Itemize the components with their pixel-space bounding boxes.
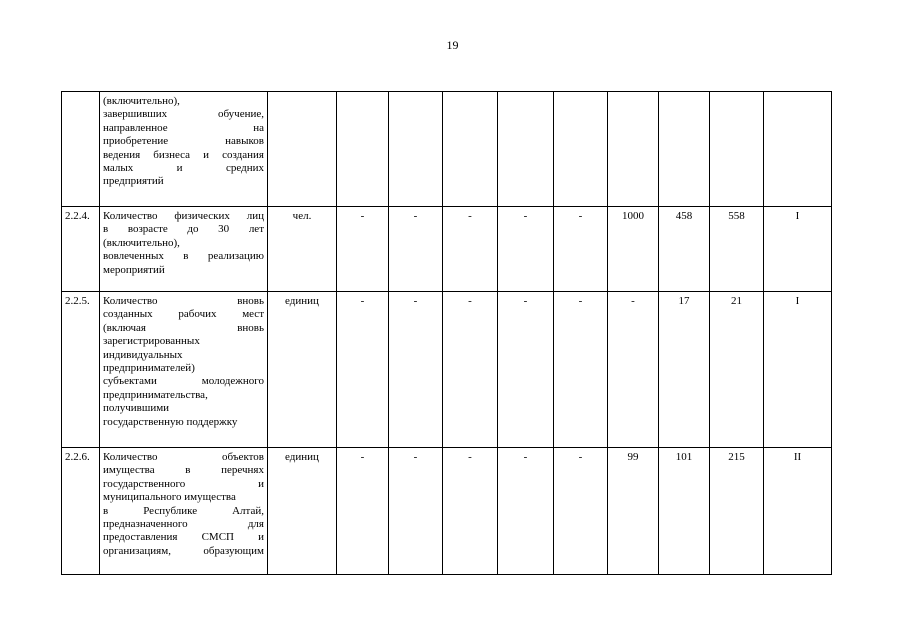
- value-cell: 215: [710, 448, 764, 575]
- description-line: индивидуальных: [103, 348, 183, 361]
- unit-cell: единиц: [268, 448, 337, 575]
- value-cell: 101: [659, 448, 710, 575]
- unit-cell: [268, 92, 337, 207]
- value-cell: -: [554, 292, 608, 448]
- description-line: Количество объектов: [103, 451, 264, 463]
- value-cell: 99: [608, 448, 659, 575]
- value-cell: 17: [659, 292, 710, 448]
- value-cell: -: [608, 292, 659, 448]
- table-row: [62, 207, 832, 292]
- value-cell: -: [389, 292, 443, 448]
- value-cell: 558: [710, 207, 764, 292]
- value-cell: [389, 92, 443, 207]
- description-line: муниципального имущества: [103, 491, 236, 504]
- page-number: 19: [446, 38, 459, 52]
- description-line: предприятий: [103, 175, 164, 188]
- description-line: вовлеченных в реализацию: [103, 250, 264, 263]
- row-number-cell: 2.2.4.: [62, 207, 100, 292]
- value-cell: -: [443, 448, 498, 575]
- description-line: предоставления СМСП и: [103, 531, 264, 544]
- value-cell: -: [443, 207, 498, 292]
- value-cell: -: [498, 207, 554, 292]
- table-body: [62, 92, 832, 575]
- row-number-cell: 2.2.6.: [62, 448, 100, 575]
- description-line: предпринимательства,: [103, 388, 208, 401]
- description-line: получившими: [103, 402, 170, 415]
- value-cell: 1000: [608, 207, 659, 292]
- description-line: Количество вновь: [103, 295, 264, 307]
- description-line: (включая вновь: [103, 321, 264, 334]
- description-line: организациям, образующим: [103, 544, 264, 557]
- value-cell: -: [554, 207, 608, 292]
- description-line: субъектами молодежного: [103, 375, 264, 388]
- value-cell: -: [443, 292, 498, 448]
- value-cell: -: [498, 448, 554, 575]
- description-line: (включительно),: [103, 95, 180, 107]
- value-cell: [554, 92, 608, 207]
- value-cell: [337, 92, 389, 207]
- description-line: зарегистрированных: [103, 335, 200, 348]
- value-cell: [608, 92, 659, 207]
- unit-cell: единиц: [268, 292, 337, 448]
- description-line: предпринимателей): [103, 362, 195, 375]
- value-cell: [498, 92, 554, 207]
- value-cell: -: [554, 448, 608, 575]
- value-cell: I: [764, 207, 832, 292]
- row-number-cell: [62, 92, 100, 207]
- description-line: малых и средних: [103, 162, 264, 175]
- description-line: созданных рабочих мест: [103, 308, 264, 321]
- description-line: приобретение навыков: [103, 135, 264, 148]
- unit-cell: чел.: [268, 207, 337, 292]
- value-cell: -: [337, 292, 389, 448]
- description-line: Количество физических лиц: [103, 210, 264, 222]
- value-cell: [764, 92, 832, 207]
- table-row: [62, 448, 832, 575]
- value-cell: -: [337, 448, 389, 575]
- description-line: направленное на: [103, 121, 264, 134]
- value-cell: -: [389, 207, 443, 292]
- value-cell: -: [337, 207, 389, 292]
- description-line: в Республике Алтай,: [103, 504, 264, 517]
- description-line: предназначенного для: [103, 518, 264, 531]
- value-cell: -: [498, 292, 554, 448]
- value-cell: [659, 92, 710, 207]
- description-line: имущества в перечнях: [103, 464, 264, 477]
- value-cell: [710, 92, 764, 207]
- indicators-table: [61, 91, 832, 575]
- table-row: [62, 92, 832, 207]
- description-line: ведения бизнеса и создания: [103, 148, 264, 161]
- description-line: (включительно),: [103, 236, 180, 249]
- table-row: [62, 292, 832, 448]
- indicator-description-cell: [100, 448, 268, 575]
- description-line: государственную поддержку: [103, 415, 238, 428]
- value-cell: I: [764, 292, 832, 448]
- value-cell: 458: [659, 207, 710, 292]
- indicator-description-cell: [100, 92, 268, 207]
- row-number-cell: 2.2.5.: [62, 292, 100, 448]
- indicator-description-cell: [100, 292, 268, 448]
- value-cell: [443, 92, 498, 207]
- value-cell: 21: [710, 292, 764, 448]
- value-cell: II: [764, 448, 832, 575]
- description-line: государственного и: [103, 477, 264, 490]
- value-cell: -: [389, 448, 443, 575]
- description-line: в возрасте до 30 лет: [103, 223, 264, 236]
- indicator-description-cell: [100, 207, 268, 292]
- description-line: завершивших обучение,: [103, 108, 264, 121]
- description-line: мероприятий: [103, 263, 165, 276]
